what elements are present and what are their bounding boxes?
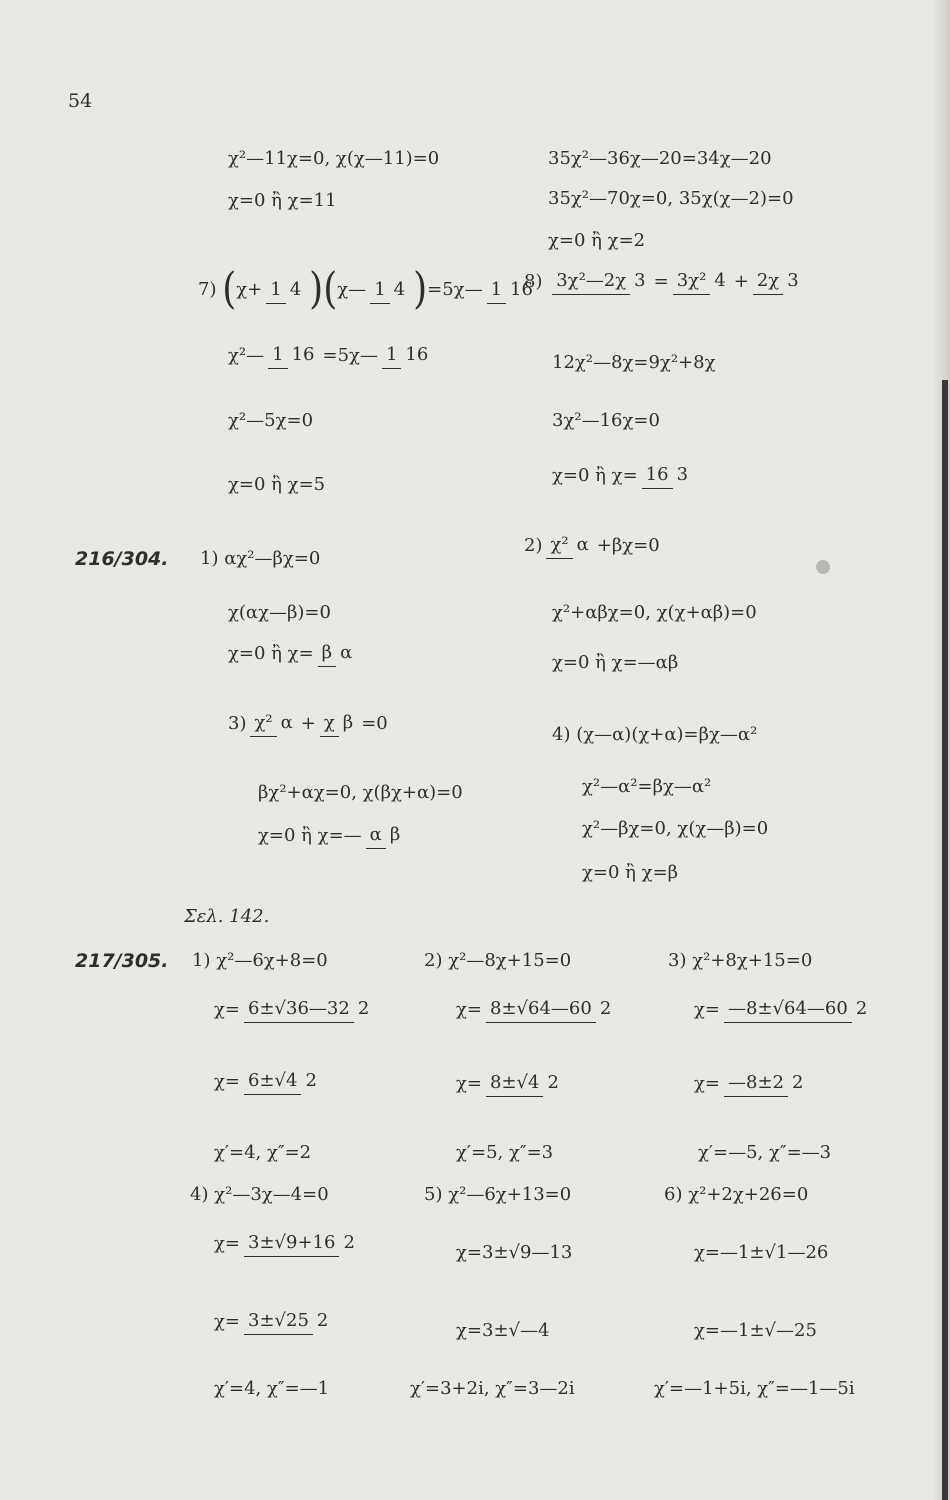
ex216-p1-step-2: χ=0 ἢ χ= β α [228,640,360,667]
fraction: —8±√64—60 2 [724,996,871,1023]
ex217-c2-step-1: χ= 8±√64—60 2 [456,996,619,1023]
ex216-p2-step-2: χ=0 ἢ χ=—αβ [552,652,679,673]
ex217-c4-roots: χ′=4, χ″=—1 [214,1378,330,1399]
p7-term: =5χ— [427,279,483,300]
ex217-c2-roots: χ′=5, χ″=3 [456,1142,554,1163]
p7-term: χ— [337,279,367,300]
problem-7-step-3: χ=0 ἢ χ=5 [228,474,326,495]
fraction: β α [318,640,357,667]
fraction: α β [366,822,405,849]
section-reference: Σελ. 142. [184,906,270,927]
top-left-line-1: χ²—11χ=0, χ(χ—11)=0 [228,148,440,169]
fraction: χ² α [546,532,592,559]
problem-8-label: 8) [524,270,543,292]
top-right-line-1: 35χ²—36χ—20=34χ—20 [548,148,772,169]
fraction: 1 16 [382,342,432,369]
ex217-c1-step-1: χ= 6±√36—32 2 [214,996,377,1023]
fraction: 3χ² 4 [673,268,730,295]
fraction: 1 16 [268,342,318,369]
top-right-line-3: χ=0 ἢ χ=2 [548,230,646,251]
problem-8-step-1: 12χ²—8χ=9χ²+8χ [552,352,716,373]
ex217-c4-step-2: χ= 3±√25 2 [214,1308,336,1335]
top-right-line-2: 35χ²—70χ=0, 35χ(χ—2)=0 [548,188,794,209]
ex217-c3-step-2: χ= —8±2 2 [694,1070,811,1097]
fraction: 6±√36—32 2 [244,996,373,1023]
fraction: —8±2 2 [724,1070,807,1097]
ex216-p2-step-1: χ²+αβχ=0, χ(χ+αβ)=0 [552,602,757,623]
top-left-line-2: χ=0 ἢ χ=11 [228,190,337,211]
fraction: χ² α [250,710,296,737]
fraction: 2χ 3 [753,268,803,295]
ex217-c1-equation: 1) χ²—6χ+8=0 [192,950,328,971]
fraction: 1 16 [487,277,537,304]
fraction: 16 3 [642,462,692,489]
ex216-p1-step-1: χ(αχ—β)=0 [228,602,331,623]
ex217-c2-equation: 2) χ²—8χ+15=0 [424,950,572,971]
fraction: 1 4 [266,277,305,304]
ex217-c1-roots: χ′=4, χ″=2 [214,1142,312,1163]
ex217-c6-equation: 6) χ²+2χ+26=0 [664,1184,809,1205]
ex217-c5-roots: χ′=3+2i, χ″=3—2i [410,1378,575,1399]
fraction: χ β [320,710,357,737]
ex216-p4-step-1: χ²—α²=βχ—α² [582,776,712,797]
problem-7-step-2: χ²—5χ=0 [228,410,314,431]
ex217-c4-equation: 4) χ²—3χ—4=0 [190,1184,329,1205]
problem-8-equation: 8) 3χ²—2χ 3 = 3χ² 4 + 2χ 3 [524,268,807,295]
ex216-p4-step-2: χ²—βχ=0, χ(χ—β)=0 [582,818,769,839]
ex217-c6-roots: χ′=—1+5i, χ″=—1—5i [654,1378,855,1399]
ink-spot [816,560,830,574]
problem-8-step-2: 3χ²—16χ=0 [552,410,660,431]
ex217-c2-step-2: χ= 8±√4 2 [456,1070,567,1097]
ex216-p1-equation: 1) αχ²—βχ=0 [200,548,321,569]
ex217-c5-step-1: χ=3±√9—13 [456,1242,573,1263]
exercise-217-label: 217/305. [75,950,169,972]
fraction: 3±√25 2 [244,1308,332,1335]
exercise-216-label: 216/304. [75,548,169,570]
ex217-c6-step-2: χ=—1±√—25 [694,1320,817,1341]
fraction: 8±√64—60 2 [486,996,615,1023]
fraction: 6±√4 2 [244,1068,321,1095]
ex216-p3-step-2: χ=0 ἢ χ=— α β [258,822,408,849]
fraction: 8±√4 2 [486,1070,563,1097]
ex217-c5-step-2: χ=3±√—4 [456,1320,550,1341]
ex217-c4-step-1: χ= 3±√9+16 2 [214,1230,363,1257]
ex216-p4-equation: 4) (χ—α)(χ+α)=βχ—α² [552,724,758,745]
ex217-c3-equation: 3) χ²+8χ+15=0 [668,950,813,971]
ex217-c3-roots: χ′=—5, χ″=—3 [698,1142,832,1163]
p7-term: χ+ [236,279,263,300]
page-number: 54 [68,90,93,112]
binding-edge [942,380,948,1500]
problem-8-step-3: χ=0 ἢ χ= 16 3 [552,462,696,489]
ex216-p4-step-3: χ=0 ἢ χ=β [582,862,679,883]
ex216-p3-equation: 3) χ² α + χ β =0 [228,710,388,737]
ex217-c1-step-2: χ= 6±√4 2 [214,1068,325,1095]
ex217-c3-step-1: χ= —8±√64—60 2 [694,996,875,1023]
ex216-p2-equation: 2) χ² α +βχ=0 [524,532,660,559]
problem-7-label: 7) [198,279,217,300]
ex217-c5-equation: 5) χ²—6χ+13=0 [424,1184,572,1205]
ex217-c6-step-1: χ=—1±√1—26 [694,1242,829,1263]
fraction: 3±√9+16 2 [244,1230,359,1257]
problem-7-equation: 7) (χ+ 1 4 )(χ— 1 4 )=5χ— 1 16 [198,272,541,308]
fraction: 1 4 [370,277,409,304]
problem-7-step-1: χ²— 1 16 =5χ— 1 16 [228,342,436,369]
fraction: 3χ²—2χ 3 [552,268,649,295]
ex216-p3-step-1: βχ²+αχ=0, χ(βχ+α)=0 [258,782,463,803]
